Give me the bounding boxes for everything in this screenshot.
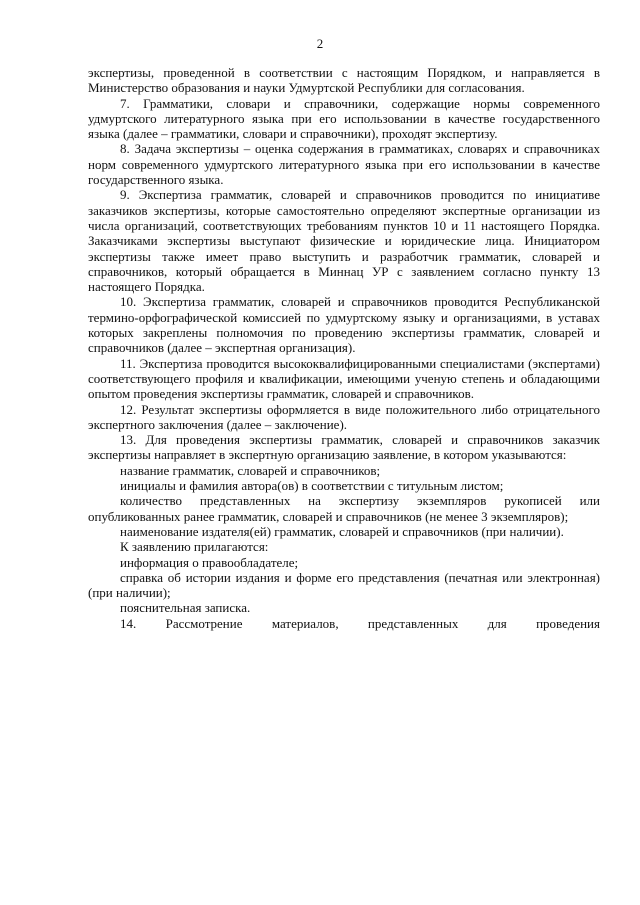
list-item-publisher: наименование издателя(ей) грамматик, словарей и справочников (при наличии). [120,523,564,539]
list-item-title: название грамматик, словарей и справочников; [120,462,381,478]
paragraph-continuation: экспертизы, проведенной в соответствии с настоящим Порядком, и направляется в Министерство образования и науки Удмуртской Республики для согласования. [88,65,600,96]
attachments-heading: К заявлению прилагаются: [120,539,269,555]
page-number: 2 [316,36,324,51]
attachment-copyright-info: информация о правообладателе; [120,554,299,570]
paragraph-item-8: 8. Задача экспертизы – оценка содержания в грамматиках, словарях и справочниках норм современного удмуртского литературного языка при его использовании в качестве государственного языка. [88,141,600,188]
paragraph-item-11: 11. Экспертиза проводится высококвалифицированными специалистами (экспертами) соответствующего профиля и квалификации, имеющими ученую степень и обладающими опытом проведения экспертизы грамматик, словарей и справочников. [88,355,600,402]
document-body [88,65,600,631]
list-item-copies: количество представленных на экспертизу экземпляров рукописей или опубликованных ранее грамматик, словарей и справочников (не менее 3 экземпляров); [88,493,600,524]
paragraph-item-10: 10. Экспертиза грамматик, словарей и справочников проводится Республиканской термино-орфографической комиссией по удмуртскому языку и организациями, в уставах которых закреплены полномочия по проведению экспертизы грамматик, словарей и справочников (далее – экспертная организация). [88,294,600,356]
paragraph-item-12: 12. Результат экспертизы оформляется в виде положительного либо отрицательного экспертного заключения (далее – заключение). [88,401,600,432]
attachment-explanatory-note: пояснительная записка. [120,600,251,616]
attachment-history-note: справка об истории издания и форме его представления (печатная или электронная) (при наличии); [88,569,600,601]
paragraph-item-7: 7. Грамматики, словари и справочники, содержащие нормы современного удмуртского литературного языка при его использовании в качестве государственного языка (далее – грамматики, словари и справочники), проходят экспертизу. [88,95,600,142]
paragraph-item-14: 14. Рассмотрение материалов, представленных для проведения [120,615,600,631]
paragraph-item-9: 9. Экспертиза грамматик, словарей и справочников проводится по инициативе заказчиков экспертизы, которые самостоятельно определяют экспертные организации из числа организаций, соответствующих требованиям пунктов 10 и 11 настоящего Порядка. Заказчиками экспертизы выступают физические и юридические лица. Инициатором экспертизы также имеет право выступить и разработчик грамматик, словарей и справочников, который обращается в Миннац УР с заявлением согласно пункту 13 настоящего Порядка. [88,187,600,295]
list-item-authors: инициалы и фамилия автора(ов) в соответствии с титульным листом; [120,478,504,494]
paragraph-item-13: 13. Для проведения экспертизы грамматик, словарей и справочников заказчик экспертизы направляет в экспертную организацию заявление, в котором указываются: [88,432,600,463]
